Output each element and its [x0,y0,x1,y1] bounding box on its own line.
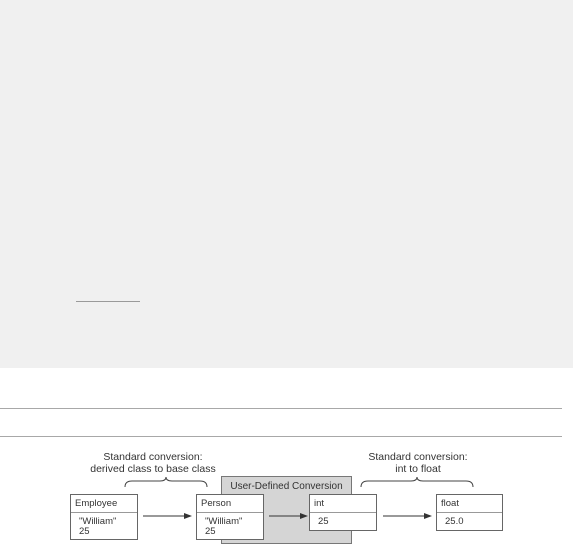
box-divider [437,512,502,513]
int-box [309,494,377,531]
employee-box [70,494,138,540]
employee-age-value: 25 [79,526,90,537]
right-conversion-line2: int to float [395,463,441,475]
box-divider [197,512,263,513]
divider-rule [0,436,562,437]
right-conversion-line1: Standard conversion: [368,451,468,463]
float-box [436,494,503,531]
left-brace-icon [124,476,208,488]
person-name-value: "William" [205,516,243,527]
left-conversion-line2: derived class to base class [90,463,216,475]
float-value: 25.0 [445,516,464,527]
user-defined-conversion-label: User-Defined Conversion [230,481,343,492]
person-age-value: 25 [205,526,216,537]
person-box [196,494,264,540]
arrow-right-icon [383,511,433,521]
right-conversion-caption [356,451,480,475]
employee-name-value: "William" [79,516,117,527]
person-title: Person [201,498,232,509]
int-title: int [314,498,325,509]
left-conversion-caption [84,451,222,475]
box-divider [310,512,376,513]
employee-title: Employee [75,498,118,509]
arrow-right-icon [143,511,193,521]
float-title: float [441,498,459,509]
int-value: 25 [318,516,329,527]
left-conversion-line1: Standard conversion: [103,451,203,463]
panel-underline [76,301,140,302]
box-divider [71,512,137,513]
arrow-right-icon [269,511,309,521]
right-brace-icon [360,476,474,488]
divider-rule [0,408,562,409]
